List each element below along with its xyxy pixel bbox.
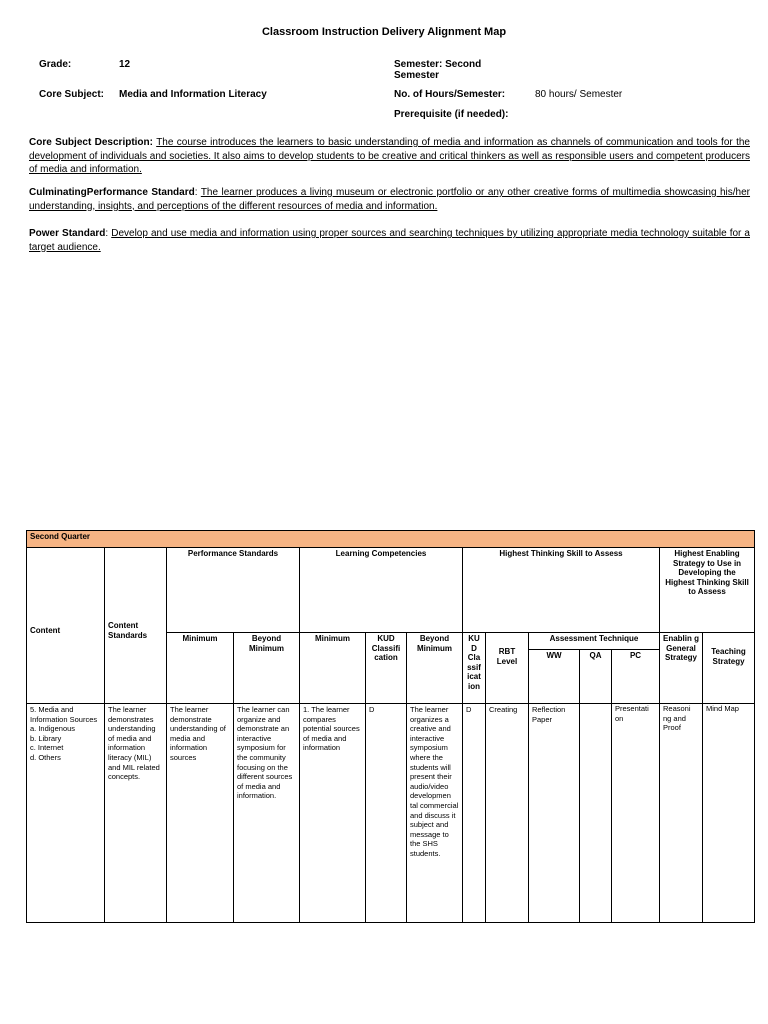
header-learning-competencies: Learning Competencies xyxy=(300,548,463,633)
cell-lc-minimum: 1. The learner compares potential sources of media and information xyxy=(300,704,366,923)
semester-line2: Semester xyxy=(394,70,440,81)
cell-ps-minimum: The learner demonstrate understanding of media and information sources xyxy=(167,704,234,923)
core-description xyxy=(29,136,750,177)
culminating-standard: CulminatingPerformance Standard: The learner produces a living museum or electronic portfolio or any other creative forms of multimedia showcasing his/her understanding, insights, and perceptions of the different resources of media and information. xyxy=(29,187,751,212)
cell-lc-beyond-minimum: The learner organizes a creative and interactive symposium where the students will present their audio/video developmen tal commercial and discuss it subject and message to the SHS students. xyxy=(407,704,463,923)
cell-rbt-level: Creating xyxy=(486,704,529,923)
header-assessment-technique: Assessment Technique xyxy=(529,633,660,650)
cell-kud-1: D xyxy=(366,704,407,923)
subject-value: Media and Information Literacy xyxy=(119,89,267,100)
header-ps-minimum: Minimum xyxy=(167,633,234,704)
semester-line1: Semester: Second xyxy=(394,59,482,70)
cell-pc: Presentati on xyxy=(612,704,660,923)
core-description-text: The course introduces the learners to basic understanding of media and information as channels of communication and tools for the development of individuals and societies. It also aims to develop students to be creative and critical thinkers as well as responsible users and competent producers of media and information. xyxy=(29,137,750,175)
subject-label: Core Subject: xyxy=(39,89,105,100)
hours-label: No. of Hours/Semester: xyxy=(394,89,506,100)
header-content-standards: Content Standards xyxy=(105,548,167,704)
page-title: Classroom Instruction Delivery Alignment Map xyxy=(261,26,507,38)
prerequisite-label: Prerequisite (if needed): xyxy=(394,109,509,120)
header-kud-classification-2: KU D Cla ssif icat ion xyxy=(463,633,486,704)
core-description-label: Core Subject Description: xyxy=(29,137,153,148)
alignment-map-table xyxy=(26,530,755,923)
power-standard: Power Standard: Develop and use media and information using proper sources and searching techniques by utilizing appropriate media technology suitable for a target audience. xyxy=(29,228,750,253)
cell-content-standards: The learner demonstrates understanding of media and information literacy (MIL) and MIL related concepts. xyxy=(105,704,167,923)
header-highest-thinking-skill: Highest Thinking Skill to Assess xyxy=(463,548,660,633)
culminating-standard-label: CulminatingPerformance Standard xyxy=(29,187,195,198)
power-standard-text: Develop and use media and information using proper sources and searching techniques by utilizing appropriate media technology suitable for a target audience. xyxy=(29,228,750,253)
culminating-standard-text: The learner produces a living museum or electronic portfolio or any other creative forms of multimedia showcasing his/her understanding, insights, and perceptions of the different resources of media and information. xyxy=(29,187,751,212)
cell-teaching-strategy: Mind Map xyxy=(703,704,755,923)
header-content: Content xyxy=(27,548,105,704)
header-performance-standards: Performance Standards xyxy=(167,548,300,633)
header-highest-enabling-strategy: Highest Enabling Strategy to Use in Developing the Highest Thinking Skill to Assess xyxy=(660,548,755,633)
cell-kud-2: D xyxy=(463,704,486,923)
header-lc-beyond-minimum: Beyond Minimum xyxy=(407,633,463,704)
header-qa: QA xyxy=(580,650,612,704)
header-lc-minimum: Minimum xyxy=(300,633,366,704)
cell-content: 5. Media and Information Sources a. Indigenous b. Library c. Internet d. Others xyxy=(27,704,105,923)
header-pc: PC xyxy=(612,650,660,704)
header-kud-classification: KUD Classifi cation xyxy=(366,633,407,704)
quarter-header: Second Quarter xyxy=(27,531,755,548)
cell-qa xyxy=(580,704,612,923)
power-standard-label: Power Standard xyxy=(29,228,106,239)
grade-label: Grade: xyxy=(39,59,72,70)
header-ww: WW xyxy=(529,650,580,704)
header-ps-beyond-minimum: Beyond Minimum xyxy=(234,633,300,704)
cell-ps-beyond-minimum: The learner can organize and demonstrate an interactive symposium for the community focusing on the different sources of media and information. xyxy=(234,704,300,923)
cell-enabling-strategy: Reasoni ng and Proof xyxy=(660,704,703,923)
grade-value: 12 xyxy=(119,59,131,70)
cell-ww: Reflection Paper xyxy=(529,704,580,923)
header-teaching-strategy: Teaching Strategy xyxy=(703,633,755,704)
header-enabling-general-strategy: Enablin g General Strategy xyxy=(660,633,703,704)
hours-value: 80 hours/ Semester xyxy=(535,89,623,100)
header-rbt-level: RBT Level xyxy=(486,633,529,704)
table-row xyxy=(27,704,755,923)
